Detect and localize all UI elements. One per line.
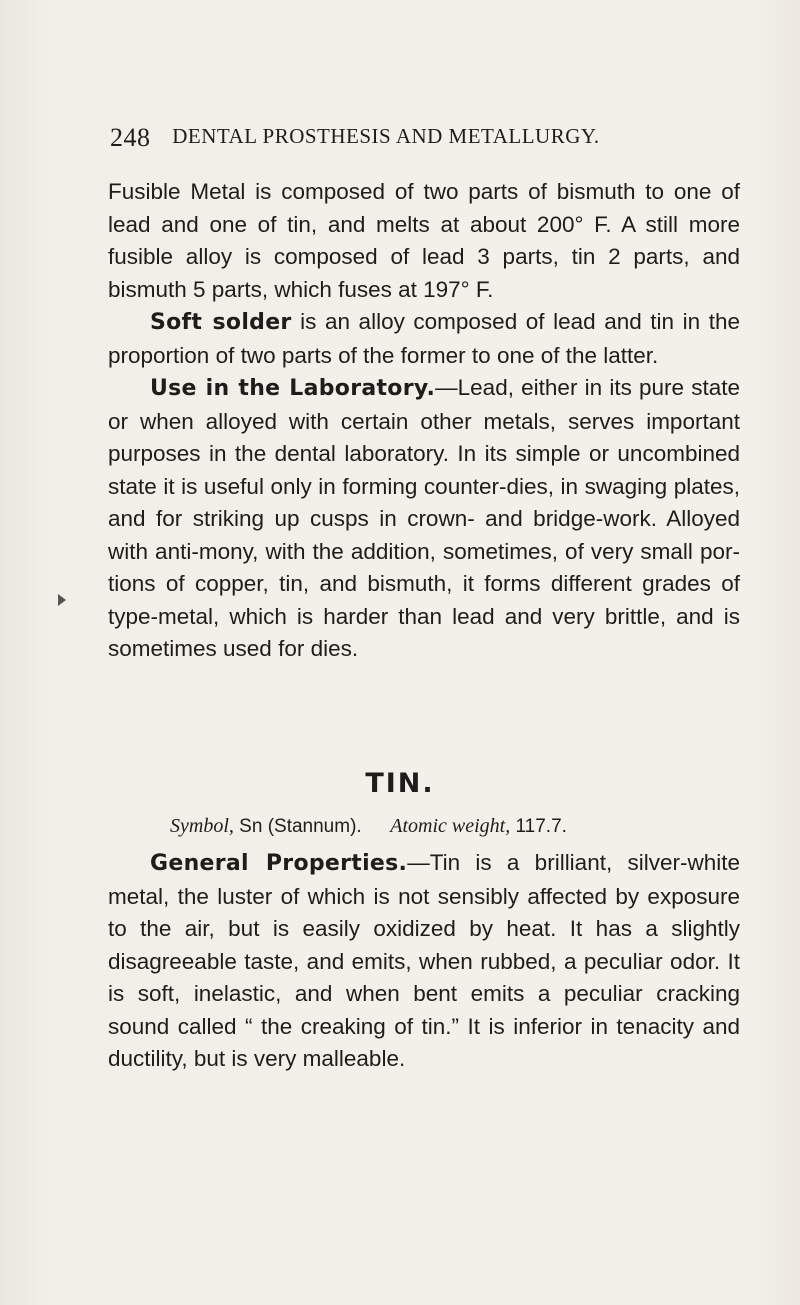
run-in-heading-soft-solder: Soft solder — [150, 310, 292, 335]
lead-section-text — [108, 176, 740, 666]
paragraph-general-properties — [108, 847, 740, 1076]
symbol-line — [170, 815, 770, 838]
run-in-heading-general-properties: General Properties. — [150, 851, 408, 876]
paragraph-general-properties-text: —Tin is a brilliant, silver-white metal, the luster of which is not sensibly affected by exposure to the air, but is easily oxidized by heat. It has a slightly disagreeable taste, and emits, when rubbed, a peculiar odor. It is soft, inelastic, and when bent emits a peculiar cracking sound called “ the creaking of tin.” It is inferior in tenacity and ductility, but is very malleable. — [108, 850, 740, 1071]
paragraph-laboratory-use — [108, 372, 740, 666]
atomic-weight-value: 117.7. — [515, 816, 567, 837]
paragraph-soft-solder-text: is an alloy composed of lead and tin in the proportion of two parts of the former to one of the latter. — [108, 309, 740, 368]
paragraph-soft-solder — [108, 306, 740, 372]
paragraph-laboratory-text: —Lead, either in its pure state or when alloyed with certain other metals, serves important purposes in the dental laboratory. In its simple or uncombined state it is useful only in forming counter-dies, in swaging plates, and for striking up cusps in crown- and bridge-work. Alloyed with anti-mony, with the addition, sometimes, of very small por-tions of copper, tin, and bismuth, it forms different grades of type-metal, which is harder than lead and very brittle, and is sometimes used for dies. — [108, 375, 741, 661]
page-header — [110, 120, 730, 150]
margin-arrow-icon — [58, 594, 66, 606]
run-in-heading-laboratory: Use in the Laboratory. — [150, 376, 436, 401]
running-title: DENTAL PROSTHESIS AND METALLURGY. — [172, 124, 600, 148]
paragraph-fusible-metal: Fusible Metal is composed of two parts of bismuth to one of lead and one of tin, and melts at about 200° F. A still more fusible alloy is composed of lead 3 parts, tin 2 parts, and bismuth 5 parts, which fuses at 197° F. — [108, 179, 740, 302]
page-number: 248 — [110, 123, 151, 152]
symbol-label: Symbol, — [170, 815, 234, 837]
symbol-value: Sn (Stannum). — [239, 816, 362, 837]
atomic-weight-label: Atomic weight, — [390, 815, 511, 837]
section-title-tin: TIN. — [365, 768, 435, 799]
tin-section-text — [108, 847, 740, 1076]
